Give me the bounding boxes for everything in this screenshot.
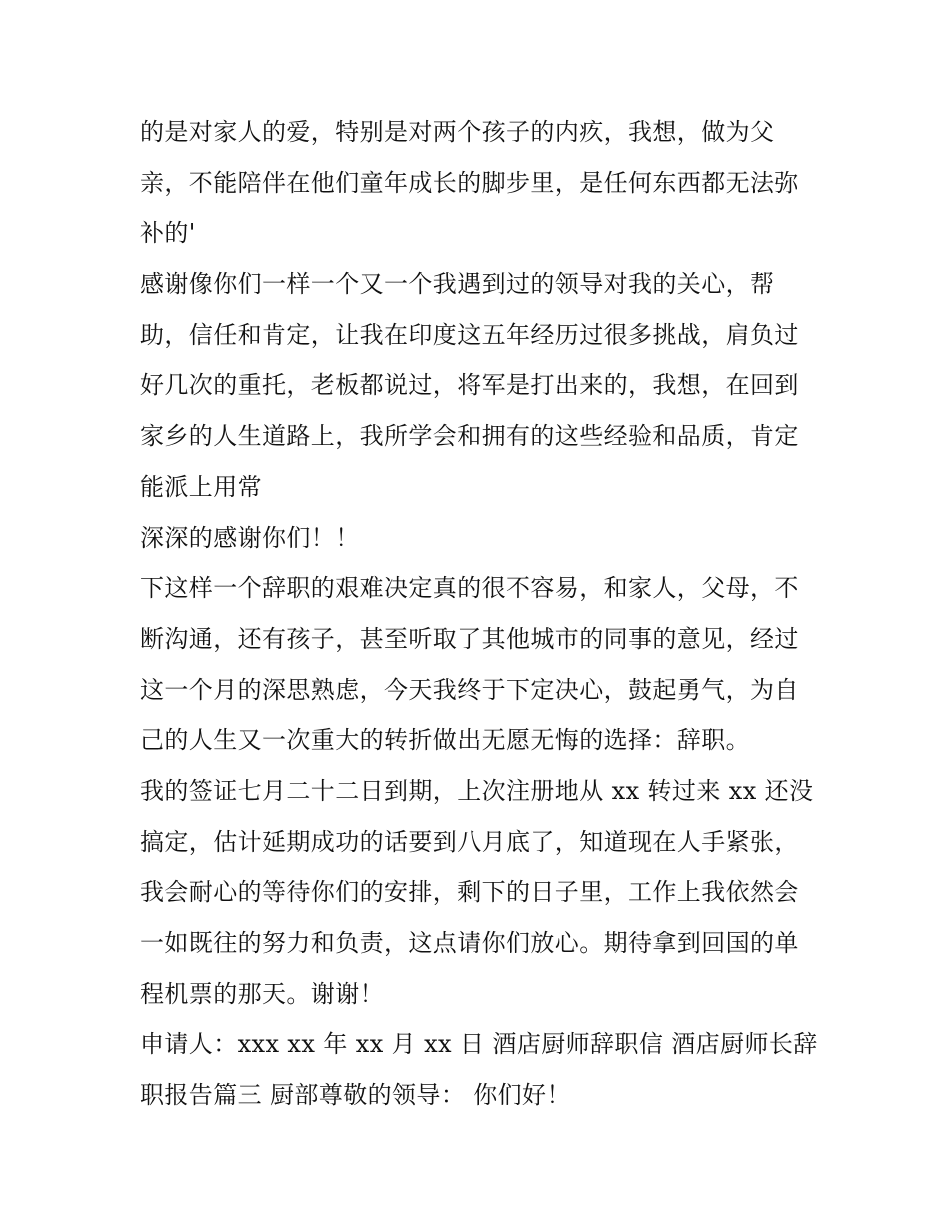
document-body: [140, 107, 820, 1121]
text-line-15: 搞定，估计延期成功的话要到八月底了，知道现在人手紧张，: [140, 827, 799, 856]
text-line-16: 我会耐心的等待你们的安排，剩下的日子里，工作上我依然会: [140, 878, 799, 907]
text-line-10: 下这样一个辞职的艰难决定真的很不容易，和家人，父母，不: [140, 574, 799, 603]
text-line-11: 断沟通，还有孩子，甚至听取了其他城市的同事的意见，经过: [140, 624, 799, 653]
text-line-9: 深深的感谢你们！！: [140, 523, 360, 552]
text-line-1: 的是对家人的爱，特别是对两个孩子的内疚，我想，做为父: [140, 118, 775, 146]
text-line-12: 这一个月的深思熟虑，今天我终于下定决心，鼓起勇气，为自: [140, 675, 799, 704]
text-line-17: 一如既往的努力和负责，这点请你们放心。期待拿到回国的单: [140, 929, 799, 957]
text-line-19: 申请人：xxx xx 年 xx 月 xx 日 酒店厨师辞职信 酒店厨师长辞: [140, 1030, 818, 1059]
text-line-8: 能派上用常: [140, 472, 262, 501]
text-line-13: 己的人生又一次重大的转折做出无愿无悔的选择：辞职。: [140, 726, 750, 755]
text-line-18: 程机票的那天。谢谢！: [140, 979, 384, 1008]
text-line-20: 职报告篇三 厨部尊敬的领导： 你们好！: [140, 1081, 571, 1110]
text-line-4: 感谢像你们一样一个又一个我遇到过的领导对我的关心，帮: [140, 270, 775, 299]
text-line-6: 好几次的重托，老板都说过，将军是打出来的，我想，在回到: [140, 371, 799, 400]
text-line-3: 补的': [140, 219, 196, 248]
text-line-7: 家乡的人生道路上，我所学会和拥有的这些经验和品质，肯定: [140, 422, 799, 451]
text-line-2: 亲，不能陪伴在他们童年成长的脚步里，是任何东西都无法弥: [140, 168, 799, 197]
text-line-14: 我的签证七月二十二日到期，上次注册地从 xx 转过来 xx 还没: [140, 776, 814, 805]
text-line-5: 助，信任和肯定，让我在印度这五年经历过很多挑战，肩负过: [140, 320, 799, 349]
